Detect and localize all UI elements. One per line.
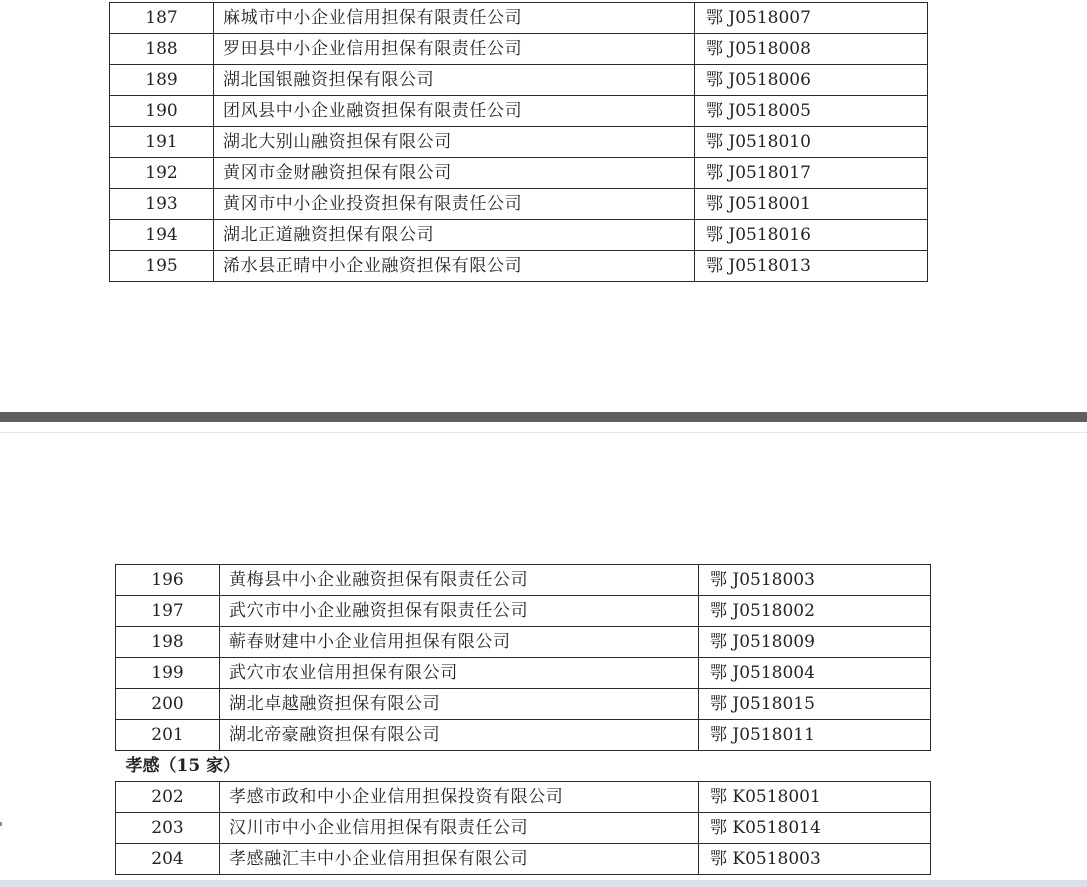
company-name: 湖北帝豪融资担保有限公司 bbox=[220, 720, 699, 751]
company-name: 孝感融汇丰中小企业信用担保有限公司 bbox=[220, 844, 699, 875]
table-row bbox=[116, 565, 931, 596]
table-row bbox=[116, 596, 931, 627]
company-name: 团风县中小企业融资担保有限责任公司 bbox=[214, 96, 695, 127]
row-number: 189 bbox=[110, 65, 214, 96]
registration-code: 鄂 J0518009 bbox=[699, 627, 931, 658]
registration-code: 鄂 J0518013 bbox=[695, 251, 928, 282]
row-number: 201 bbox=[116, 720, 220, 751]
registration-code: 鄂 J0518011 bbox=[699, 720, 931, 751]
registration-code: 鄂 K0518001 bbox=[699, 782, 931, 813]
table-body bbox=[110, 3, 928, 282]
company-name: 黄梅县中小企业融资担保有限责任公司 bbox=[220, 565, 699, 596]
row-number: 202 bbox=[116, 782, 220, 813]
table-row bbox=[110, 127, 928, 158]
table-row bbox=[110, 189, 928, 220]
row-number: 199 bbox=[116, 658, 220, 689]
company-name: 黄冈市金财融资担保有限公司 bbox=[214, 158, 695, 189]
guarantee-company-table-top bbox=[109, 2, 928, 282]
row-number: 204 bbox=[116, 844, 220, 875]
registration-code: 鄂 J0518007 bbox=[695, 3, 928, 34]
row-number: 195 bbox=[110, 251, 214, 282]
table-row bbox=[116, 813, 931, 844]
table-row bbox=[116, 844, 931, 875]
row-number: 190 bbox=[110, 96, 214, 127]
registration-code: 鄂 J0518003 bbox=[699, 565, 931, 596]
row-number: 197 bbox=[116, 596, 220, 627]
company-name: 汉川市中小企业信用担保有限责任公司 bbox=[220, 813, 699, 844]
company-name: 罗田县中小企业信用担保有限责任公司 bbox=[214, 34, 695, 65]
section-body bbox=[116, 751, 931, 782]
row-number: 191 bbox=[110, 127, 214, 158]
table-row bbox=[110, 158, 928, 189]
row-number: 187 bbox=[110, 3, 214, 34]
page-top-rule bbox=[0, 432, 1087, 433]
row-number: 198 bbox=[116, 627, 220, 658]
table-row bbox=[116, 782, 931, 813]
company-name: 浠水县正晴中小企业融资担保有限公司 bbox=[214, 251, 695, 282]
document-page-top bbox=[0, 0, 1087, 412]
registration-code: 鄂 J0518017 bbox=[695, 158, 928, 189]
registration-code: 鄂 K0518014 bbox=[699, 813, 931, 844]
company-name: 湖北卓越融资担保有限公司 bbox=[220, 689, 699, 720]
company-name: 湖北大别山融资担保有限公司 bbox=[214, 127, 695, 158]
registration-code: 鄂 J0518001 bbox=[695, 189, 928, 220]
registration-code: 鄂 J0518002 bbox=[699, 596, 931, 627]
row-number: 203 bbox=[116, 813, 220, 844]
table-row bbox=[110, 65, 928, 96]
section-header-row bbox=[116, 751, 931, 782]
company-name: 蕲春财建中小企业信用担保有限公司 bbox=[220, 627, 699, 658]
row-number: 188 bbox=[110, 34, 214, 65]
company-name: 湖北国银融资担保有限公司 bbox=[214, 65, 695, 96]
company-name: 湖北正道融资担保有限公司 bbox=[214, 220, 695, 251]
table-body-a bbox=[116, 565, 931, 751]
table-row bbox=[110, 34, 928, 65]
registration-code: 鄂 J0518006 bbox=[695, 65, 928, 96]
row-number: 194 bbox=[110, 220, 214, 251]
table-row bbox=[116, 658, 931, 689]
section-title: 孝感（15 家） bbox=[116, 751, 931, 782]
registration-code: 鄂 J0518016 bbox=[695, 220, 928, 251]
table-row bbox=[110, 3, 928, 34]
company-name: 武穴市中小企业融资担保有限责任公司 bbox=[220, 596, 699, 627]
table-body-b bbox=[116, 782, 931, 875]
row-number: 196 bbox=[116, 565, 220, 596]
registration-code: 鄂 J0518010 bbox=[695, 127, 928, 158]
viewer-bottom-bar bbox=[0, 880, 1087, 887]
page-separator bbox=[0, 412, 1087, 422]
registration-code: 鄂 K0518003 bbox=[699, 844, 931, 875]
company-name: 孝感市政和中小企业信用担保投资有限公司 bbox=[220, 782, 699, 813]
registration-code: 鄂 J0518005 bbox=[695, 96, 928, 127]
table-row bbox=[116, 720, 931, 751]
row-number: 193 bbox=[110, 189, 214, 220]
registration-code: 鄂 J0518015 bbox=[699, 689, 931, 720]
table-row bbox=[116, 689, 931, 720]
table-row bbox=[116, 627, 931, 658]
row-number: 200 bbox=[116, 689, 220, 720]
company-name: 麻城市中小企业信用担保有限责任公司 bbox=[214, 3, 695, 34]
row-number: 192 bbox=[110, 158, 214, 189]
table-row bbox=[110, 251, 928, 282]
registration-code: 鄂 J0518004 bbox=[699, 658, 931, 689]
table-row bbox=[110, 220, 928, 251]
registration-code: 鄂 J0518008 bbox=[695, 34, 928, 65]
scan-edge-mark bbox=[0, 822, 2, 826]
guarantee-company-table-bottom bbox=[115, 564, 931, 875]
company-name: 黄冈市中小企业投资担保有限责任公司 bbox=[214, 189, 695, 220]
company-name: 武穴市农业信用担保有限公司 bbox=[220, 658, 699, 689]
table-row bbox=[110, 96, 928, 127]
